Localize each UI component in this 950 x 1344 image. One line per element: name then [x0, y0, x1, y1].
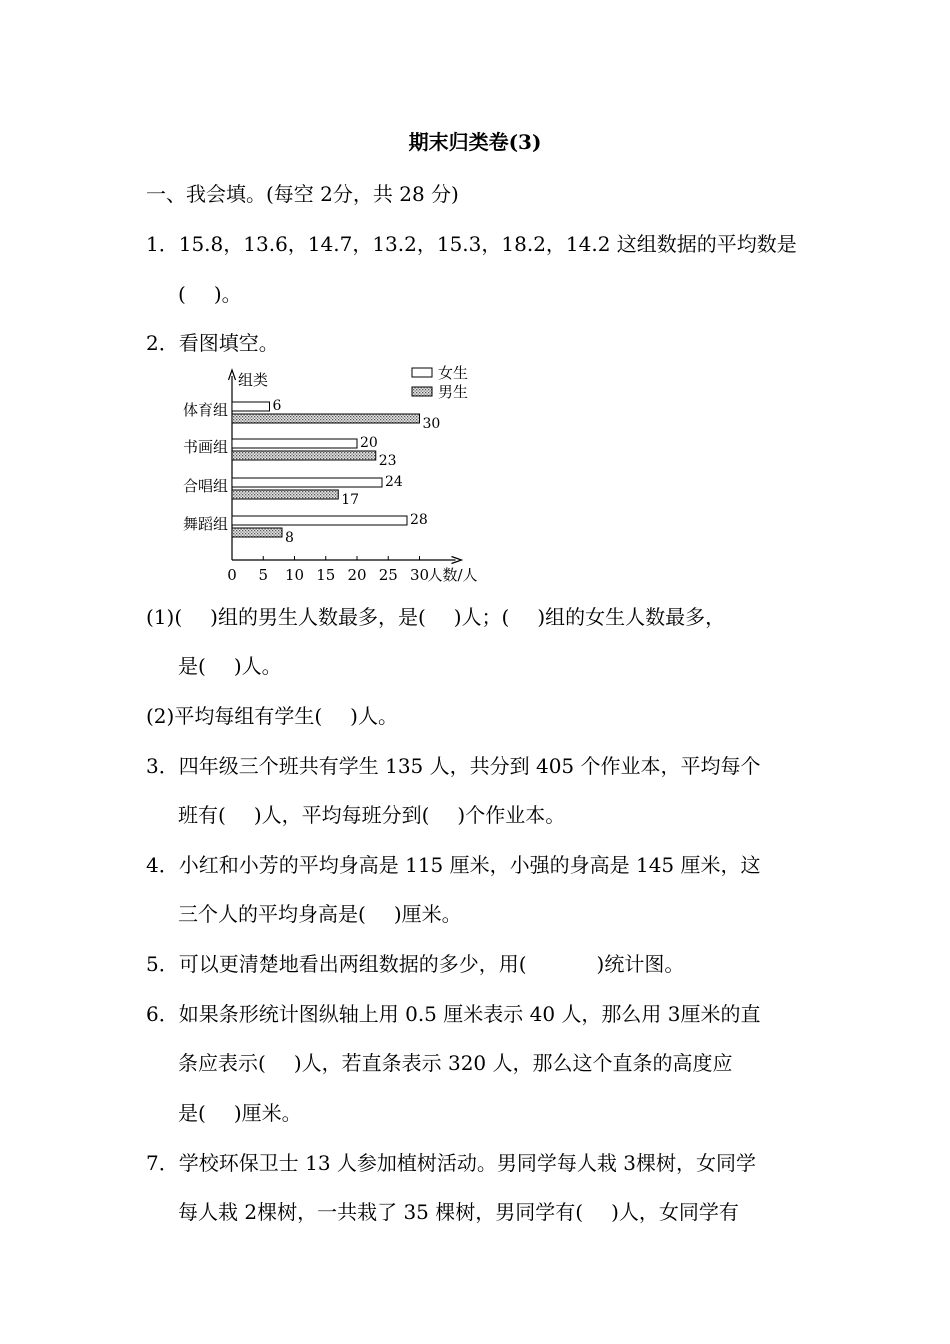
bar-chart [170, 362, 500, 588]
bar-boys [232, 528, 282, 537]
question-number: 4． [146, 853, 179, 877]
x-axis-label: 人数/人 [427, 566, 478, 584]
x-tick-label: 10 [284, 566, 305, 584]
sub-text: )人。 [350, 704, 398, 728]
question-text: 学校环保卫士 13 人参加植树活动。男同学每人栽 3棵树，女同学 [178, 1151, 756, 1175]
bar-girls [232, 516, 407, 525]
question-5 [146, 951, 684, 977]
question-2 [146, 330, 279, 356]
sub-text: 三个人的平均身高是( [178, 902, 366, 926]
sub-text: 每人栽 2棵树，一共栽了 35 棵树，男同学有( [178, 1200, 584, 1224]
sub-text: )组的女生人数最多， [537, 605, 726, 629]
data-label: 23 [378, 453, 397, 469]
question-1-answer [178, 281, 242, 307]
question-number: 6． [146, 1002, 179, 1026]
question-7 [146, 1150, 756, 1176]
category-label: 舞蹈组 [182, 515, 228, 533]
question-number: 7． [146, 1151, 179, 1175]
sub-text: )个作业本。 [457, 803, 566, 827]
sub-text: )人；( [453, 605, 510, 629]
sub-text: 条应表示( [178, 1051, 266, 1075]
bar-boys [232, 490, 338, 499]
legend-swatch-girls [412, 368, 432, 377]
question-text: 看图填空。 [178, 331, 279, 355]
question-number: 2． [146, 331, 179, 355]
question-2-sub-1 [146, 604, 725, 630]
page-title: 期末归类卷(3) [408, 130, 542, 154]
question-6-cont [178, 1050, 733, 1076]
x-tick-label: 15 [316, 566, 336, 584]
section-heading: 一、我会填。(每空 2分，共 28 分) [146, 182, 459, 206]
data-label: 24 [385, 474, 403, 490]
sub-text: )人，平均每班分到( [253, 803, 430, 827]
data-label: 8 [285, 530, 294, 546]
x-tick-label: 30 [409, 566, 430, 584]
x-tick-label: 5 [258, 566, 269, 584]
blank-open: ( [178, 282, 186, 306]
data-label: 17 [341, 492, 360, 508]
question-number: 1． [146, 232, 179, 256]
data-label: 6 [272, 398, 282, 414]
sub-text: (2)平均每组有学生( [146, 704, 323, 728]
bar-boys [232, 414, 420, 423]
question-4 [146, 852, 761, 878]
question-number: 3． [146, 754, 179, 778]
question-text: 四年级三个班共有学生 135 人，共分到 405 个作业本，平均每个 [178, 754, 761, 778]
question-4-cont [178, 901, 462, 927]
category-label: 合唱组 [182, 477, 228, 495]
question-1 [146, 231, 797, 257]
category-label: 书画组 [182, 438, 228, 456]
sub-text: 班有( [178, 803, 226, 827]
question-3-cont [178, 802, 565, 828]
sub-text: )人，女同学有 [611, 1200, 739, 1224]
category-label: 体育组 [182, 401, 228, 419]
bar-girls [232, 439, 357, 448]
data-label: 30 [422, 416, 441, 432]
x-tick-label: 0 [227, 566, 237, 584]
sub-text: )人。 [233, 654, 282, 678]
question-7-cont [178, 1199, 739, 1225]
x-tick-label: 20 [347, 566, 367, 584]
bar-girls [232, 402, 270, 411]
question-text: 如果条形统计图纵轴上用 0.5 厘米表示 40 人，那么用 3厘米的直 [178, 1002, 761, 1026]
question-text: )统计图。 [596, 952, 685, 976]
bar-boys [232, 451, 376, 460]
data-label: 20 [360, 435, 378, 451]
question-2-sub-1-cont [178, 653, 282, 679]
y-axis-label: 组类 [238, 371, 269, 389]
legend-swatch-boys [412, 387, 432, 396]
question-text: 15.8，13.6，14.7，13.2，15.3，18.2，14.2 这组数据的平均数是 [178, 232, 797, 256]
sub-text: )人，若直条表示 320 人，那么这个直条的高度应 [293, 1051, 733, 1075]
bar-girls [232, 478, 382, 487]
data-label: 28 [410, 512, 428, 528]
question-text: 可以更清楚地看出两组数据的多少，用( [178, 952, 527, 976]
question-3 [146, 753, 761, 779]
sub-text: 是( [178, 1101, 206, 1125]
question-6-cont-2 [178, 1100, 302, 1126]
legend-label: 女生 [438, 364, 469, 382]
sub-text: )组的男生人数最多，是( [210, 605, 426, 629]
x-tick-label: 25 [378, 566, 398, 584]
question-text: 小红和小芳的平均身高是 115 厘米，小强的身高是 145 厘米，这 [178, 853, 761, 877]
sub-text: )厘米。 [233, 1101, 302, 1125]
question-6 [146, 1001, 761, 1027]
sub-text: (1)( [146, 605, 183, 629]
legend-label: 男生 [438, 383, 469, 401]
blank-close: )。 [213, 282, 242, 306]
question-2-sub-2 [146, 703, 398, 729]
sub-text: 是( [178, 654, 206, 678]
sub-text: )厘米。 [393, 902, 462, 926]
question-number: 5． [146, 952, 179, 976]
